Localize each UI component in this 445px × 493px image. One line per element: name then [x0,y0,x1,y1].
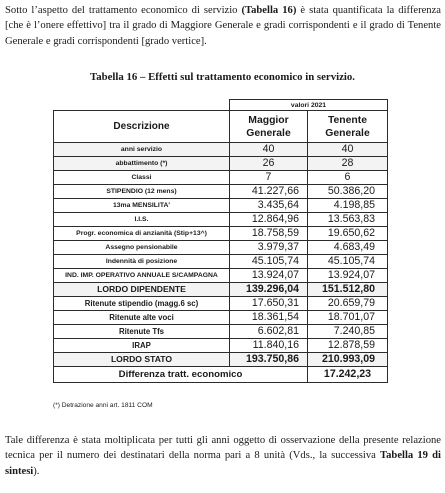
row-value-mg: 40 [230,143,308,157]
row-value-mg: 18.758,59 [230,227,308,241]
table-row [54,311,388,325]
row-value-tg: 12.878,59 [308,339,388,353]
table-row-total [54,283,388,297]
table-row [54,325,388,339]
table-row [54,213,388,227]
row-value-tg: 18.701,07 [308,311,388,325]
table-row [54,227,388,241]
difference-label: Differenza tratt. economico [54,367,308,383]
row-value-mg: 12.864,96 [230,213,308,227]
row-value-mg: 7 [230,171,308,185]
row-label: I.I.S. [54,213,230,227]
row-value-mg: 41.227,66 [230,185,308,199]
row-value-tg: 4.683,49 [308,241,388,255]
table-row [54,241,388,255]
row-value-mg: 193.750,86 [230,353,308,367]
row-value-tg: 50.386,20 [308,185,388,199]
description-header: Descrizione [54,111,230,143]
header-blank-cell [54,100,230,111]
intro-table-ref: (Tabella 16) [241,5,297,16]
row-value-mg: 3.979,37 [230,241,308,255]
row-label: STIPENDIO (12 mens) [54,185,230,199]
row-label: LORDO DIPENDENTE [54,283,230,297]
tenente-generale-header: Tenente Generale [308,111,388,143]
row-value-mg: 11.840,16 [230,339,308,353]
row-label: Ritenute Tfs [54,325,230,339]
outro-text-end: ). [33,465,40,477]
table-row [54,269,388,283]
table-row [54,143,388,157]
row-label: LORDO STATO [54,353,230,367]
row-value-mg: 139.296,04 [230,283,308,297]
table-footnote: (*) Detrazione anni art. 1811 COM [53,402,153,409]
row-label: Ritenute stipendio (magg.6 sc) [54,297,230,311]
values-year-header: valori 2021 [230,100,388,111]
difference-row [54,367,388,383]
row-value-tg: 40 [308,143,388,157]
row-value-tg: 7.240,85 [308,325,388,339]
table-row [54,199,388,213]
row-value-tg: 28 [308,157,388,171]
row-value-tg: 20.659,79 [308,297,388,311]
row-value-tg: 13.924,07 [308,269,388,283]
row-label: anni servizio [54,143,230,157]
intro-paragraph [5,3,441,49]
table-row [54,255,388,269]
row-label: Ritenute alte voci [54,311,230,325]
row-value-mg: 13.924,07 [230,269,308,283]
maggior-generale-header: Maggior Generale [230,111,308,143]
row-value-tg: 6 [308,171,388,185]
table-row [54,171,388,185]
row-value-mg: 3.435,64 [230,199,308,213]
row-label: IND. IMP. OPERATIVO ANNUALE S/CAMPAGNA [54,269,230,283]
table-row [54,157,388,171]
row-label: 13ma MENSILITA' [54,199,230,213]
difference-value: 17.242,23 [308,367,388,383]
outro-table-ref: Tabella 19 di sintesi [5,450,441,477]
row-value-tg: 4.198,85 [308,199,388,213]
row-label: Assegno pensionabile [54,241,230,255]
table-row [54,297,388,311]
row-label: IRAP [54,339,230,353]
intro-text: Sotto l’aspetto del trattamento economico di servizio [5,5,242,16]
row-value-mg: 17.650,31 [230,297,308,311]
row-value-tg: 19.650,62 [308,227,388,241]
row-value-mg: 45.105,74 [230,255,308,269]
row-value-tg: 13.563,83 [308,213,388,227]
intro-text-cont: è stata quantificata la differenza [che è l’onere effettivo] tra il grado di Maggiore Generale e gradi corrispondenti e il grado di Tenente Generale e gradi corrispondenti [grado vertice]. [5,5,442,47]
outro-text: Tale differenza è stata moltiplicata per tutti gli anni oggetto di osservazione della presente relazione tecnica per il numero dei destinatari della norma pari a 8 unità (Vds., la successiva [5,435,441,462]
row-value-tg: 151.512,80 [308,283,388,297]
row-value-tg: 210.993,09 [308,353,388,367]
table-row-total [54,353,388,367]
row-value-mg: 26 [230,157,308,171]
row-label: Progr. economica di anzianità (Stip+13^) [54,227,230,241]
table-caption: Tabella 16 – Effetti sul trattamento economico in servizio. [90,71,355,83]
table-row [54,339,388,353]
row-value-tg: 45.105,74 [308,255,388,269]
row-label: Indennità di posizione [54,255,230,269]
row-value-mg: 18.361,54 [230,311,308,325]
row-label: Classi [54,171,230,185]
table-row [54,185,388,199]
economic-effects-table [53,99,388,383]
outro-paragraph [5,433,441,479]
row-label: abbattimento (*) [54,157,230,171]
row-value-mg: 6.602,81 [230,325,308,339]
